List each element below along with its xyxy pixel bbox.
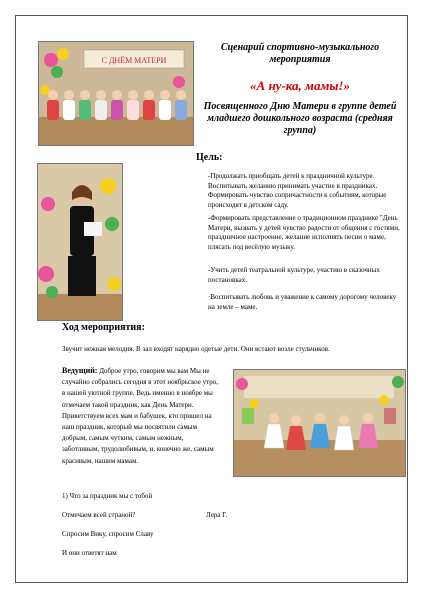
host-speech xyxy=(62,365,222,467)
intro-paragraph: Звучит нежная мелодия. В зал входят нарядно одетые дети. Они встают возле стульчиков. xyxy=(62,345,330,353)
doc-title: «А ну-ка, мамы!» xyxy=(250,78,350,93)
poem-author: Лера Г. xyxy=(206,511,228,519)
host-text: Доброе утро, говорим мы вам Мы не случайно собрались сегодня в этот ноябрьское утро, в нашей уютной группе. Ведь именно в ноябре мы отмечаем такой праздник, как День Матери. Приветствуем всех мам и бабушек, кто пришел на наш праздник, который мы посвятили самым добрым, самым чутким, самым нежным, заботливым, трудолюбивым, и, конечно же, самым красивым, нашим мамам. xyxy=(62,367,218,465)
goal-heading: Цель: xyxy=(196,152,223,163)
goal-item: ·Воспитывать любовь и уважение к самому дорогому человеку на земле – маме. xyxy=(208,293,397,311)
children-group-photo xyxy=(38,41,194,146)
banner-text: С ДНЁМ МАТЕРИ xyxy=(101,56,167,65)
host-label: Ведущий: xyxy=(62,366,98,375)
goal-item: -Учить детей театральной культуре, участию в сказочных постановках. xyxy=(208,266,380,284)
doc-dedication: Посвященного Дню Матери в группе детей младшего дошкольного возраста (средняя группа) xyxy=(203,101,397,136)
section-heading: Ход мероприятия: xyxy=(62,322,145,333)
teacher-photo xyxy=(37,163,123,321)
doc-subtitle: Сценарий спортивно-музыкального мероприятия xyxy=(220,42,380,65)
goal-item: -Продолжать приобщать детей к праздничной культуре. Воспитывать желанию принимать участие в праздниках. Формировать чувство сопричастности к событиям, которые происходят в детском саду. xyxy=(208,172,387,209)
poem-line: Спросим Вику, спросим Славу xyxy=(62,530,154,538)
children-performing-photo xyxy=(233,369,406,477)
poem-line: И они ответят нам xyxy=(62,549,117,557)
poem-line: 1) Что за праздник мы с тобой xyxy=(62,492,153,500)
poem-line: Отмечаем всей страной? xyxy=(62,511,136,519)
goal-item: -Формировать представление о традиционном празднике "День Матери, вызвать у детей чувство радости от общения с гостями, праздничное настроение, желание исполнять песни о маме, плясать под весёлую музыку. xyxy=(208,214,400,251)
